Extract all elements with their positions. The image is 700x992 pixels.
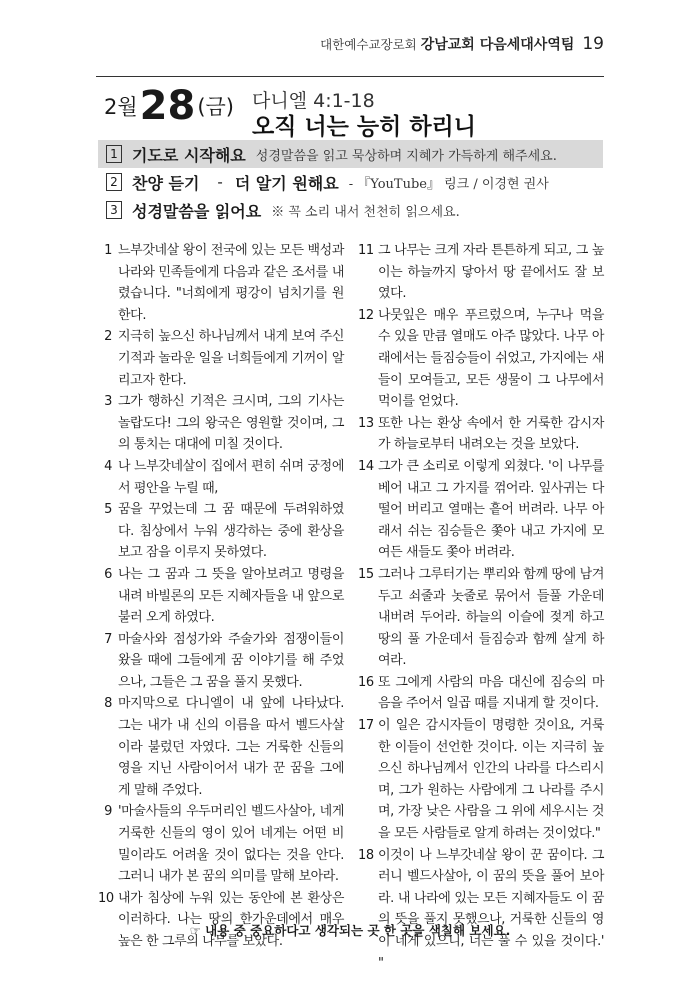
verse: [98, 564, 344, 629]
date-weekday: (금): [197, 95, 234, 119]
scripture-text: [98, 240, 604, 974]
verse-text: 이것이 나 느부갓네살 왕이 꾼 꿈이다. 그러니 벨드사살아, 이 꿈의 뜻을 풀어 보아라. 내 나라에 있는 모든 지혜자들도 이 꿈의 뜻을 풀지 못했으나, 거룩한 신들의 영이 네게 있으니, 너는 풀 수 있을 것이다.' ": [378, 847, 604, 971]
verse-number: 8: [104, 696, 112, 712]
youtube-link[interactable]: - 『YouTube』 링크 / 이경현 권사: [348, 176, 549, 192]
verse-number: 16: [358, 674, 374, 690]
step-note: ※ 꼭 소리 내서 천천히 읽으세요.: [271, 204, 460, 220]
verse-number: 14: [358, 458, 374, 474]
verse: [358, 413, 604, 456]
verse: [98, 391, 344, 456]
church-team: 강남교회 다음세대사역팀: [420, 37, 575, 53]
verse-number: 4: [104, 458, 112, 474]
verse-number: 17: [358, 718, 374, 734]
verse: [98, 326, 344, 391]
step-number: 1: [106, 145, 122, 163]
verse-text: 나뭇잎은 매우 푸르렀으며, 누구나 먹을 수 있을 만큼 열매도 아주 많았다. 나무 아래에서는 들짐승들이 쉬었고, 가지에는 새들이 모여들고, 모든 생물이 그 나무에서 먹이를 얻었다.: [378, 307, 604, 410]
verse-number: 13: [358, 415, 374, 431]
verse-text: 내가 침상에 누워 있는 동안에 본 환상은 이러하다. 나는 땅의 한가운데에서 매우 높은 한 그루의 나무를 보았다.: [118, 890, 344, 949]
verse-number: 2: [104, 329, 112, 345]
verse-number: 3: [104, 394, 112, 410]
verse-text: 마술사와 점성가와 주술가와 점쟁이들이 왔을 때에 그들에게 꿈 이야기를 해 주었으나, 그들은 그 꿈을 풀지 못했다.: [118, 631, 344, 690]
verse-text: 그 나무는 크게 자라 튼튼하게 되고, 그 높이는 하늘까지 닿아서 땅 끝에서도 잘 보였다.: [378, 243, 604, 302]
verse-number: 5: [104, 502, 112, 518]
verse-text: 그러나 그루터기는 뿌리와 함께 땅에 남겨 두고 쇠줄과 놋줄로 묶어서 들풀 가운데 내버려 두어라. 하늘의 이슬에 젖게 하고 땅의 풀 가운데서 들짐승과 함께 살게 하여라.: [378, 566, 604, 669]
verse-text: 그가 큰 소리로 이렇게 외쳤다. '이 나무를 베어 내고 그 가지를 꺾어라. 잎사귀는 다 떨어 버리고 열매는 흩어 버려라. 나무 아래서 쉬는 짐승들은 쫓아 내고 가지에 모여든 새들도 쫓아 버려라.: [378, 458, 604, 561]
verse: [358, 305, 604, 413]
verse-number: 7: [104, 631, 112, 647]
verse-number: 9: [104, 804, 112, 820]
page-number: 19: [582, 34, 604, 54]
verse-text: 나 느부갓네살이 집에서 편히 쉬며 궁정에서 평안을 누릴 때,: [118, 458, 344, 496]
date-month: 2월: [104, 95, 138, 119]
verse-text: 그가 행하신 기적은 크시며, 그의 기사는 놀랍도다! 그의 왕국은 영원할 것이며, 그의 통치는 대대에 미칠 것이다.: [118, 394, 344, 453]
verse-number: 18: [358, 847, 374, 863]
verse-text: 또 그에게 사람의 마음 대신에 짐승의 마음을 주어서 일곱 때를 지내게 할 것이다.: [378, 674, 604, 712]
step-list: [98, 140, 603, 224]
verse: [98, 240, 344, 326]
footer-instruction: ☞ 내용 중 중요하다고 생각되는 곳 한 곳을 색칠해 보세요.: [189, 923, 511, 938]
step-label-2: 더 알기 원해요: [234, 173, 339, 193]
org-name: 대한예수교장로회: [320, 37, 417, 52]
verse-number: 12: [358, 307, 374, 323]
step-label: 성경말씀을 읽어요: [132, 201, 262, 221]
step-dash: -: [217, 173, 223, 191]
verse-number: 10: [98, 890, 114, 906]
verse-text: 또한 나는 환상 속에서 한 거룩한 감시자가 하늘로부터 내려오는 것을 보았다.: [378, 415, 604, 453]
step-label: 기도로 시작해요: [132, 145, 246, 165]
step-pray: [98, 140, 603, 168]
verse-number: 11: [358, 243, 374, 258]
step-praise: [98, 168, 603, 196]
verse: [98, 629, 344, 694]
verse: [358, 456, 604, 564]
verse-number: 6: [104, 566, 112, 582]
page-title: 오직 너는 능히 하리니: [252, 114, 476, 140]
verse-column-left: [98, 240, 344, 974]
verse-text: 느부갓네살 왕이 전국에 있는 모든 백성과 나라와 민족들에게 다음과 같은 조서를 내렸습니다. "너희에게 평강이 넘치기를 원한다.: [118, 243, 344, 323]
step-number: 2: [106, 173, 122, 191]
verse-text: '마술사들의 우두머리인 벨드사살아, 네게 거룩한 신들의 영이 있어 네게는 어떤 비밀이라도 어려울 것이 없다는 것을 안다. 그러니 내가 본 꿈의 의미를 말해 보아라.: [118, 804, 344, 885]
verse-number: 1: [104, 243, 112, 258]
verse: [98, 456, 344, 499]
verse: [358, 564, 604, 672]
step-read: [98, 196, 603, 224]
verse: [358, 240, 604, 305]
step-note: 성경말씀을 읽고 묵상하며 지혜가 가득하게 해주세요.: [255, 148, 557, 164]
date-block: [104, 83, 234, 129]
verse: [358, 845, 604, 975]
verse: [98, 801, 344, 887]
header-rule: [96, 76, 604, 77]
verse-text: 이 일은 감시자들이 명령한 것이요, 거룩한 이들이 선언한 것이다. 이는 지극히 높으신 하나님께서 인간의 나라를 다스리시며, 그가 원하는 사람에게 그 나라를 주시며, 가장 낮은 사람을 그 위에 세우시는 것을 모든 사람들로 알게 하려는 것이었다.": [378, 718, 604, 842]
verse-text: 꿈을 꾸었는데 그 꿈 때문에 두려워하였다. 침상에서 누워 생각하는 중에 환상을 보고 잠을 이루지 못하였다.: [118, 502, 344, 561]
date-day: 28: [139, 83, 196, 129]
verse: [98, 499, 344, 564]
verse-text: 지극히 높으신 하나님께서 내게 보여 주신 기적과 놀라운 일을 너희들에게 기꺼이 알리고자 한다.: [118, 329, 344, 388]
verse: [98, 693, 344, 801]
verse-number: 15: [358, 566, 374, 582]
step-label: 찬양 듣기: [132, 173, 200, 193]
scripture-reference: 다니엘 4:1-18: [252, 90, 375, 112]
verse-text: 마지막으로 다니엘이 내 앞에 나타났다. 그는 내가 내 신의 이름을 따서 벨드사살이라 불렀던 자였다. 그는 거룩한 신들의 영을 지닌 사람이어서 내가 꾼 꿈을 그에게 말해 주었다.: [118, 696, 344, 798]
verse-column-right: [358, 240, 604, 974]
verse: [358, 672, 604, 715]
verse: [358, 715, 604, 845]
page-header: [320, 34, 604, 54]
verse-text: 나는 그 꿈과 그 뜻을 알아보려고 명령을 내려 바빌론의 모든 지혜자들을 내 앞으로 불러 오게 하였다.: [118, 566, 344, 626]
step-number: 3: [106, 201, 122, 219]
